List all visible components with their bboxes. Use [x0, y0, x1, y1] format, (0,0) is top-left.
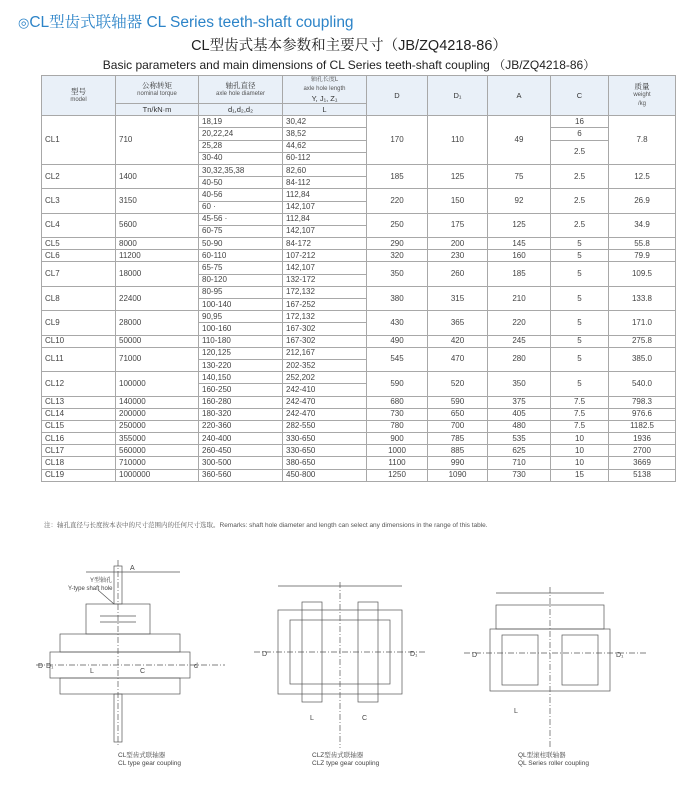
C-cell: 7.5: [551, 408, 609, 420]
bore-cell: 65-75: [199, 262, 283, 274]
bore-cell: 30-40: [199, 152, 283, 164]
table-row: [42, 238, 676, 250]
D1-cell: 150: [428, 189, 488, 213]
torque-cell: 28000: [116, 311, 199, 335]
model-cell: CL14: [42, 408, 116, 420]
C-cell: 16: [551, 116, 609, 128]
length-cell: 380-650: [283, 457, 367, 469]
C-cell: 10: [551, 445, 609, 457]
D-cell: 320: [367, 250, 428, 262]
callout-leader: [98, 590, 114, 604]
clz-coupling-drawing: [250, 580, 430, 750]
weight-cell: 109.5: [609, 262, 676, 286]
torque-cell: 50000: [116, 335, 199, 347]
length-cell: 172,132: [283, 311, 367, 323]
D-cell: 170: [367, 116, 428, 165]
table-title-en: Basic parameters and main dimensions of CL Series teeth-shaft coupling （JB/ZQ4218-86）: [102, 58, 596, 72]
A-cell: 49: [488, 116, 551, 165]
model-cell: CL2: [42, 164, 116, 188]
dim-d-label: d: [194, 663, 198, 670]
length-cell: 82,60: [283, 164, 367, 176]
bore-cell: 360-560: [199, 469, 283, 481]
clz-caption-cn: CLZ型齿式联轴器: [312, 752, 364, 759]
table-row: [42, 250, 676, 262]
model-cell: CL6: [42, 250, 116, 262]
torque-cell: 200000: [116, 408, 199, 420]
D1-cell: 700: [428, 420, 488, 432]
table-title-cn: CL型齿式基本参数和主要尺寸（JB/ZQ4218-86）: [191, 38, 507, 54]
bore-cell: 60-110: [199, 250, 283, 262]
bore-cell: 60-75: [199, 225, 283, 237]
D1-cell: 1090: [428, 469, 488, 481]
weight-cell: 540.0: [609, 372, 676, 396]
weight-header: 质量 weight /kg: [609, 76, 676, 116]
model-cell: CL4: [42, 213, 116, 237]
length-cell: 167-252: [283, 299, 367, 311]
C-cell: 5: [551, 347, 609, 371]
D-cell: 680: [367, 396, 428, 408]
model-cell: CL16: [42, 433, 116, 445]
torque-cell: 1400: [116, 164, 199, 188]
torque-cell: 3150: [116, 189, 199, 213]
bore-cell: 110-180: [199, 335, 283, 347]
A-cell: 185: [488, 262, 551, 286]
A-cell: 625: [488, 445, 551, 457]
C-header: C: [551, 76, 609, 116]
D-cell: 185: [367, 164, 428, 188]
coupling-body: [490, 629, 610, 691]
A-cell: 210: [488, 286, 551, 310]
D1-cell: 175: [428, 213, 488, 237]
length-cell: 84-112: [283, 177, 367, 189]
A-cell: 220: [488, 311, 551, 335]
length-cell: 60-112: [283, 152, 367, 164]
model-cell: CL11: [42, 347, 116, 371]
bore-cell: 20,22,24: [199, 128, 283, 140]
length-cell: 112,84: [283, 213, 367, 225]
A-cell: 125: [488, 213, 551, 237]
table-row: [42, 408, 676, 420]
dim-L-label: L: [514, 708, 518, 715]
torque-cell: 710: [116, 116, 199, 165]
bore-cell: 30,32,35,38: [199, 164, 283, 176]
C-cell: 5: [551, 286, 609, 310]
D-cell: 250: [367, 213, 428, 237]
table-row: [42, 213, 676, 225]
length-header: 轴孔长度L axle hole length Y, J₁, Z₁: [283, 76, 367, 104]
D-cell: 545: [367, 347, 428, 371]
table-row: [42, 433, 676, 445]
C-cell: 6: [551, 128, 609, 140]
bore-cell: 160-280: [199, 396, 283, 408]
bore-cell: 25,28: [199, 140, 283, 152]
table-row: [42, 262, 676, 274]
dim-C-label: C: [140, 668, 146, 675]
dim-L-label: L: [90, 668, 94, 675]
D-cell: 430: [367, 311, 428, 335]
model-cell: CL17: [42, 445, 116, 457]
table-row: [42, 420, 676, 432]
torque-unit: Tn/kN·m: [116, 104, 199, 116]
table-remarks: 注：轴孔直径与长度按本表中的尺寸范围内的任何尺寸选取。Remarks: shaft hole diameter and length can select any dimensions in the range of this table.: [44, 522, 488, 529]
A-cell: 535: [488, 433, 551, 445]
A-header: A: [488, 76, 551, 116]
torque-cell: 8000: [116, 238, 199, 250]
length-cell: 112,84: [283, 189, 367, 201]
C-cell: 2.5: [551, 140, 609, 164]
bore-cell: 100-160: [199, 323, 283, 335]
C-cell: 15: [551, 469, 609, 481]
D1-cell: 365: [428, 311, 488, 335]
bore-cell: 120,125: [199, 347, 283, 359]
model-cell: CL7: [42, 262, 116, 286]
flange-lower: [60, 678, 180, 694]
length-cell: 132-172: [283, 274, 367, 286]
A-cell: 710: [488, 457, 551, 469]
D1-cell: 885: [428, 445, 488, 457]
ring-bullet-icon: ◎: [18, 15, 30, 30]
D1-cell: 110: [428, 116, 488, 165]
length-cell: 167-302: [283, 323, 367, 335]
model-cell: CL13: [42, 396, 116, 408]
D-cell: 780: [367, 420, 428, 432]
torque-cell: 710000: [116, 457, 199, 469]
bore-cell: 80-120: [199, 274, 283, 286]
model-header: 型号 model: [42, 76, 116, 116]
length-cell: 330-650: [283, 433, 367, 445]
length-cell: 242-470: [283, 408, 367, 420]
bore-cell: 100-140: [199, 299, 283, 311]
bore-cell: 45-56 ·: [199, 213, 283, 225]
ql-caption-en: QL Series roller coupling: [518, 760, 589, 767]
C-cell: 5: [551, 335, 609, 347]
header-cn-title: CL型齿式联轴器: [29, 14, 143, 31]
torque-cell: 140000: [116, 396, 199, 408]
length-cell: 172,132: [283, 286, 367, 298]
D1-cell: 420: [428, 335, 488, 347]
D-cell: 290: [367, 238, 428, 250]
weight-cell: 385.0: [609, 347, 676, 371]
bore-cell: 140,150: [199, 372, 283, 384]
model-cell: CL19: [42, 469, 116, 481]
torque-cell: 11200: [116, 250, 199, 262]
bore-symbols: d₁,d₂,d₂: [199, 104, 283, 116]
cl-caption-cn: CL型齿式联轴器: [118, 752, 166, 759]
A-cell: 350: [488, 372, 551, 396]
table-row: [42, 189, 676, 201]
bore-cell: 180-320: [199, 408, 283, 420]
torque-cell: 100000: [116, 372, 199, 396]
weight-cell: 26.9: [609, 189, 676, 213]
header-row-1: [42, 76, 676, 104]
length-cell: 330-650: [283, 445, 367, 457]
header-en-title: CL Series teeth-shaft coupling: [146, 14, 354, 31]
length-cell: 252,202: [283, 372, 367, 384]
length-cell: 212,167: [283, 347, 367, 359]
torque-cell: 71000: [116, 347, 199, 371]
D1-cell: 650: [428, 408, 488, 420]
D1-cell: 260: [428, 262, 488, 286]
dim-D-label: D: [38, 663, 44, 670]
bore-cell: 50-90: [199, 238, 283, 250]
C-cell: 5: [551, 311, 609, 335]
bore-cell: 90,95: [199, 311, 283, 323]
length-cell: 242-410: [283, 384, 367, 396]
model-cell: CL1: [42, 116, 116, 165]
A-cell: 160: [488, 250, 551, 262]
cl-coupling-drawing: [30, 558, 230, 748]
bore-header: 轴孔直径 axle hole diameter: [199, 76, 283, 104]
C-cell: 5: [551, 372, 609, 396]
bore-cell: 260-450: [199, 445, 283, 457]
torque-cell: 22400: [116, 286, 199, 310]
bore-cell: 130-220: [199, 359, 283, 371]
D-cell: 380: [367, 286, 428, 310]
length-symbol: L: [283, 104, 367, 116]
D-cell: 900: [367, 433, 428, 445]
table-row: [42, 311, 676, 323]
length-cell: 202-352: [283, 359, 367, 371]
table-row: [42, 469, 676, 481]
model-cell: CL5: [42, 238, 116, 250]
torque-cell: 18000: [116, 262, 199, 286]
table-row: [42, 286, 676, 298]
D-cell: 730: [367, 408, 428, 420]
clz-caption: [312, 752, 379, 768]
cl-caption: [118, 752, 181, 768]
length-cell: 167-302: [283, 335, 367, 347]
dim-D1-label: D₁: [410, 651, 418, 658]
D1-cell: 230: [428, 250, 488, 262]
table-row: [42, 396, 676, 408]
D1-cell: 785: [428, 433, 488, 445]
dim-A-label: A: [130, 565, 135, 572]
length-cell: 30,42: [283, 116, 367, 128]
weight-cell: 798.3: [609, 396, 676, 408]
weight-cell: 12.5: [609, 164, 676, 188]
table-row: [42, 445, 676, 457]
C-cell: 2.5: [551, 213, 609, 237]
D1-cell: 315: [428, 286, 488, 310]
D1-cell: 520: [428, 372, 488, 396]
model-cell: CL9: [42, 311, 116, 335]
dim-D-label: D: [472, 652, 478, 659]
bore-cell: 80-95: [199, 286, 283, 298]
section-header: [18, 10, 354, 32]
A-cell: 280: [488, 347, 551, 371]
length-cell: 142,107: [283, 262, 367, 274]
C-cell: 10: [551, 433, 609, 445]
weight-cell: 7.8: [609, 116, 676, 165]
table-row: [42, 372, 676, 384]
cl-caption-en: CL type gear coupling: [118, 760, 181, 767]
model-cell: CL12: [42, 372, 116, 396]
model-cell: CL18: [42, 457, 116, 469]
D1-cell: 590: [428, 396, 488, 408]
A-cell: 145: [488, 238, 551, 250]
length-cell: 282-550: [283, 420, 367, 432]
D-cell: 1000: [367, 445, 428, 457]
D1-cell: 200: [428, 238, 488, 250]
A-cell: 480: [488, 420, 551, 432]
clz-caption-en: CLZ type gear coupling: [312, 760, 380, 767]
table-row: [42, 164, 676, 176]
dim-D1-label: D₁: [46, 663, 54, 670]
weight-cell: 3669: [609, 457, 676, 469]
A-cell: 730: [488, 469, 551, 481]
callout-cn: Y型轴孔: [90, 578, 113, 584]
C-cell: 5: [551, 262, 609, 286]
right-hub: [562, 635, 598, 685]
D1-cell: 990: [428, 457, 488, 469]
dim-D1-label: D₁: [616, 652, 624, 659]
A-cell: 375: [488, 396, 551, 408]
D-cell: 350: [367, 262, 428, 286]
D1-cell: 125: [428, 164, 488, 188]
torque-cell: 560000: [116, 445, 199, 457]
C-cell: 7.5: [551, 396, 609, 408]
callout-en: Y-type shaft hole: [68, 586, 113, 592]
dim-L-label: L: [310, 715, 314, 722]
dim-D-label: D: [262, 651, 268, 658]
weight-cell: 55.8: [609, 238, 676, 250]
weight-cell: 275.8: [609, 335, 676, 347]
spec-table: [41, 75, 676, 482]
D-cell: 590: [367, 372, 428, 396]
length-cell: 44,62: [283, 140, 367, 152]
model-cell: CL15: [42, 420, 116, 432]
length-cell: 84-172: [283, 238, 367, 250]
bore-cell: 240-400: [199, 433, 283, 445]
torque-cell: 1000000: [116, 469, 199, 481]
torque-cell: 250000: [116, 420, 199, 432]
weight-cell: 1182.5: [609, 420, 676, 432]
D-cell: 220: [367, 189, 428, 213]
torque-cell: 5600: [116, 213, 199, 237]
bore-cell: 300-500: [199, 457, 283, 469]
bore-cell: 40-50: [199, 177, 283, 189]
table-row: [42, 457, 676, 469]
bore-cell: 160-250: [199, 384, 283, 396]
bore-cell: 18,19: [199, 116, 283, 128]
weight-cell: 5138: [609, 469, 676, 481]
weight-cell: 2700: [609, 445, 676, 457]
length-cell: 142,107: [283, 225, 367, 237]
model-cell: CL10: [42, 335, 116, 347]
C-cell: 5: [551, 250, 609, 262]
model-cell: CL8: [42, 286, 116, 310]
A-cell: 405: [488, 408, 551, 420]
torque-header: 公称转矩 nominal torque: [116, 76, 199, 104]
C-cell: 7.5: [551, 420, 609, 432]
length-cell: 242-470: [283, 396, 367, 408]
model-cell: CL3: [42, 189, 116, 213]
length-cell: 107-212: [283, 250, 367, 262]
D-cell: 1100: [367, 457, 428, 469]
bore-cell: 220-360: [199, 420, 283, 432]
weight-cell: 976.6: [609, 408, 676, 420]
torque-cell: 355000: [116, 433, 199, 445]
D-cell: 490: [367, 335, 428, 347]
table-row: [42, 347, 676, 359]
C-cell: 2.5: [551, 189, 609, 213]
C-cell: 10: [551, 457, 609, 469]
ql-caption: [518, 752, 589, 768]
length-cell: 142,107: [283, 201, 367, 213]
left-hub: [502, 635, 538, 685]
A-cell: 245: [488, 335, 551, 347]
table-row: [42, 116, 676, 128]
D-header: D: [367, 76, 428, 116]
length-cell: 450-800: [283, 469, 367, 481]
bore-cell: 40-56: [199, 189, 283, 201]
weight-cell: 79.9: [609, 250, 676, 262]
dim-C-label: C: [362, 715, 368, 722]
A-cell: 75: [488, 164, 551, 188]
C-cell: 5: [551, 238, 609, 250]
D1-header: D₁: [428, 76, 488, 116]
weight-cell: 1936: [609, 433, 676, 445]
table-row: [42, 335, 676, 347]
A-cell: 92: [488, 189, 551, 213]
C-cell: 2.5: [551, 164, 609, 188]
weight-cell: 133.8: [609, 286, 676, 310]
weight-cell: 171.0: [609, 311, 676, 335]
weight-cell: 34.9: [609, 213, 676, 237]
D1-cell: 470: [428, 347, 488, 371]
length-cell: 38,52: [283, 128, 367, 140]
ql-coupling-drawing: [460, 585, 650, 750]
ql-caption-cn: QL型滚柱联轴器: [518, 752, 566, 759]
D-cell: 1250: [367, 469, 428, 481]
flange-upper: [60, 634, 180, 652]
bore-cell: 60 ·: [199, 201, 283, 213]
